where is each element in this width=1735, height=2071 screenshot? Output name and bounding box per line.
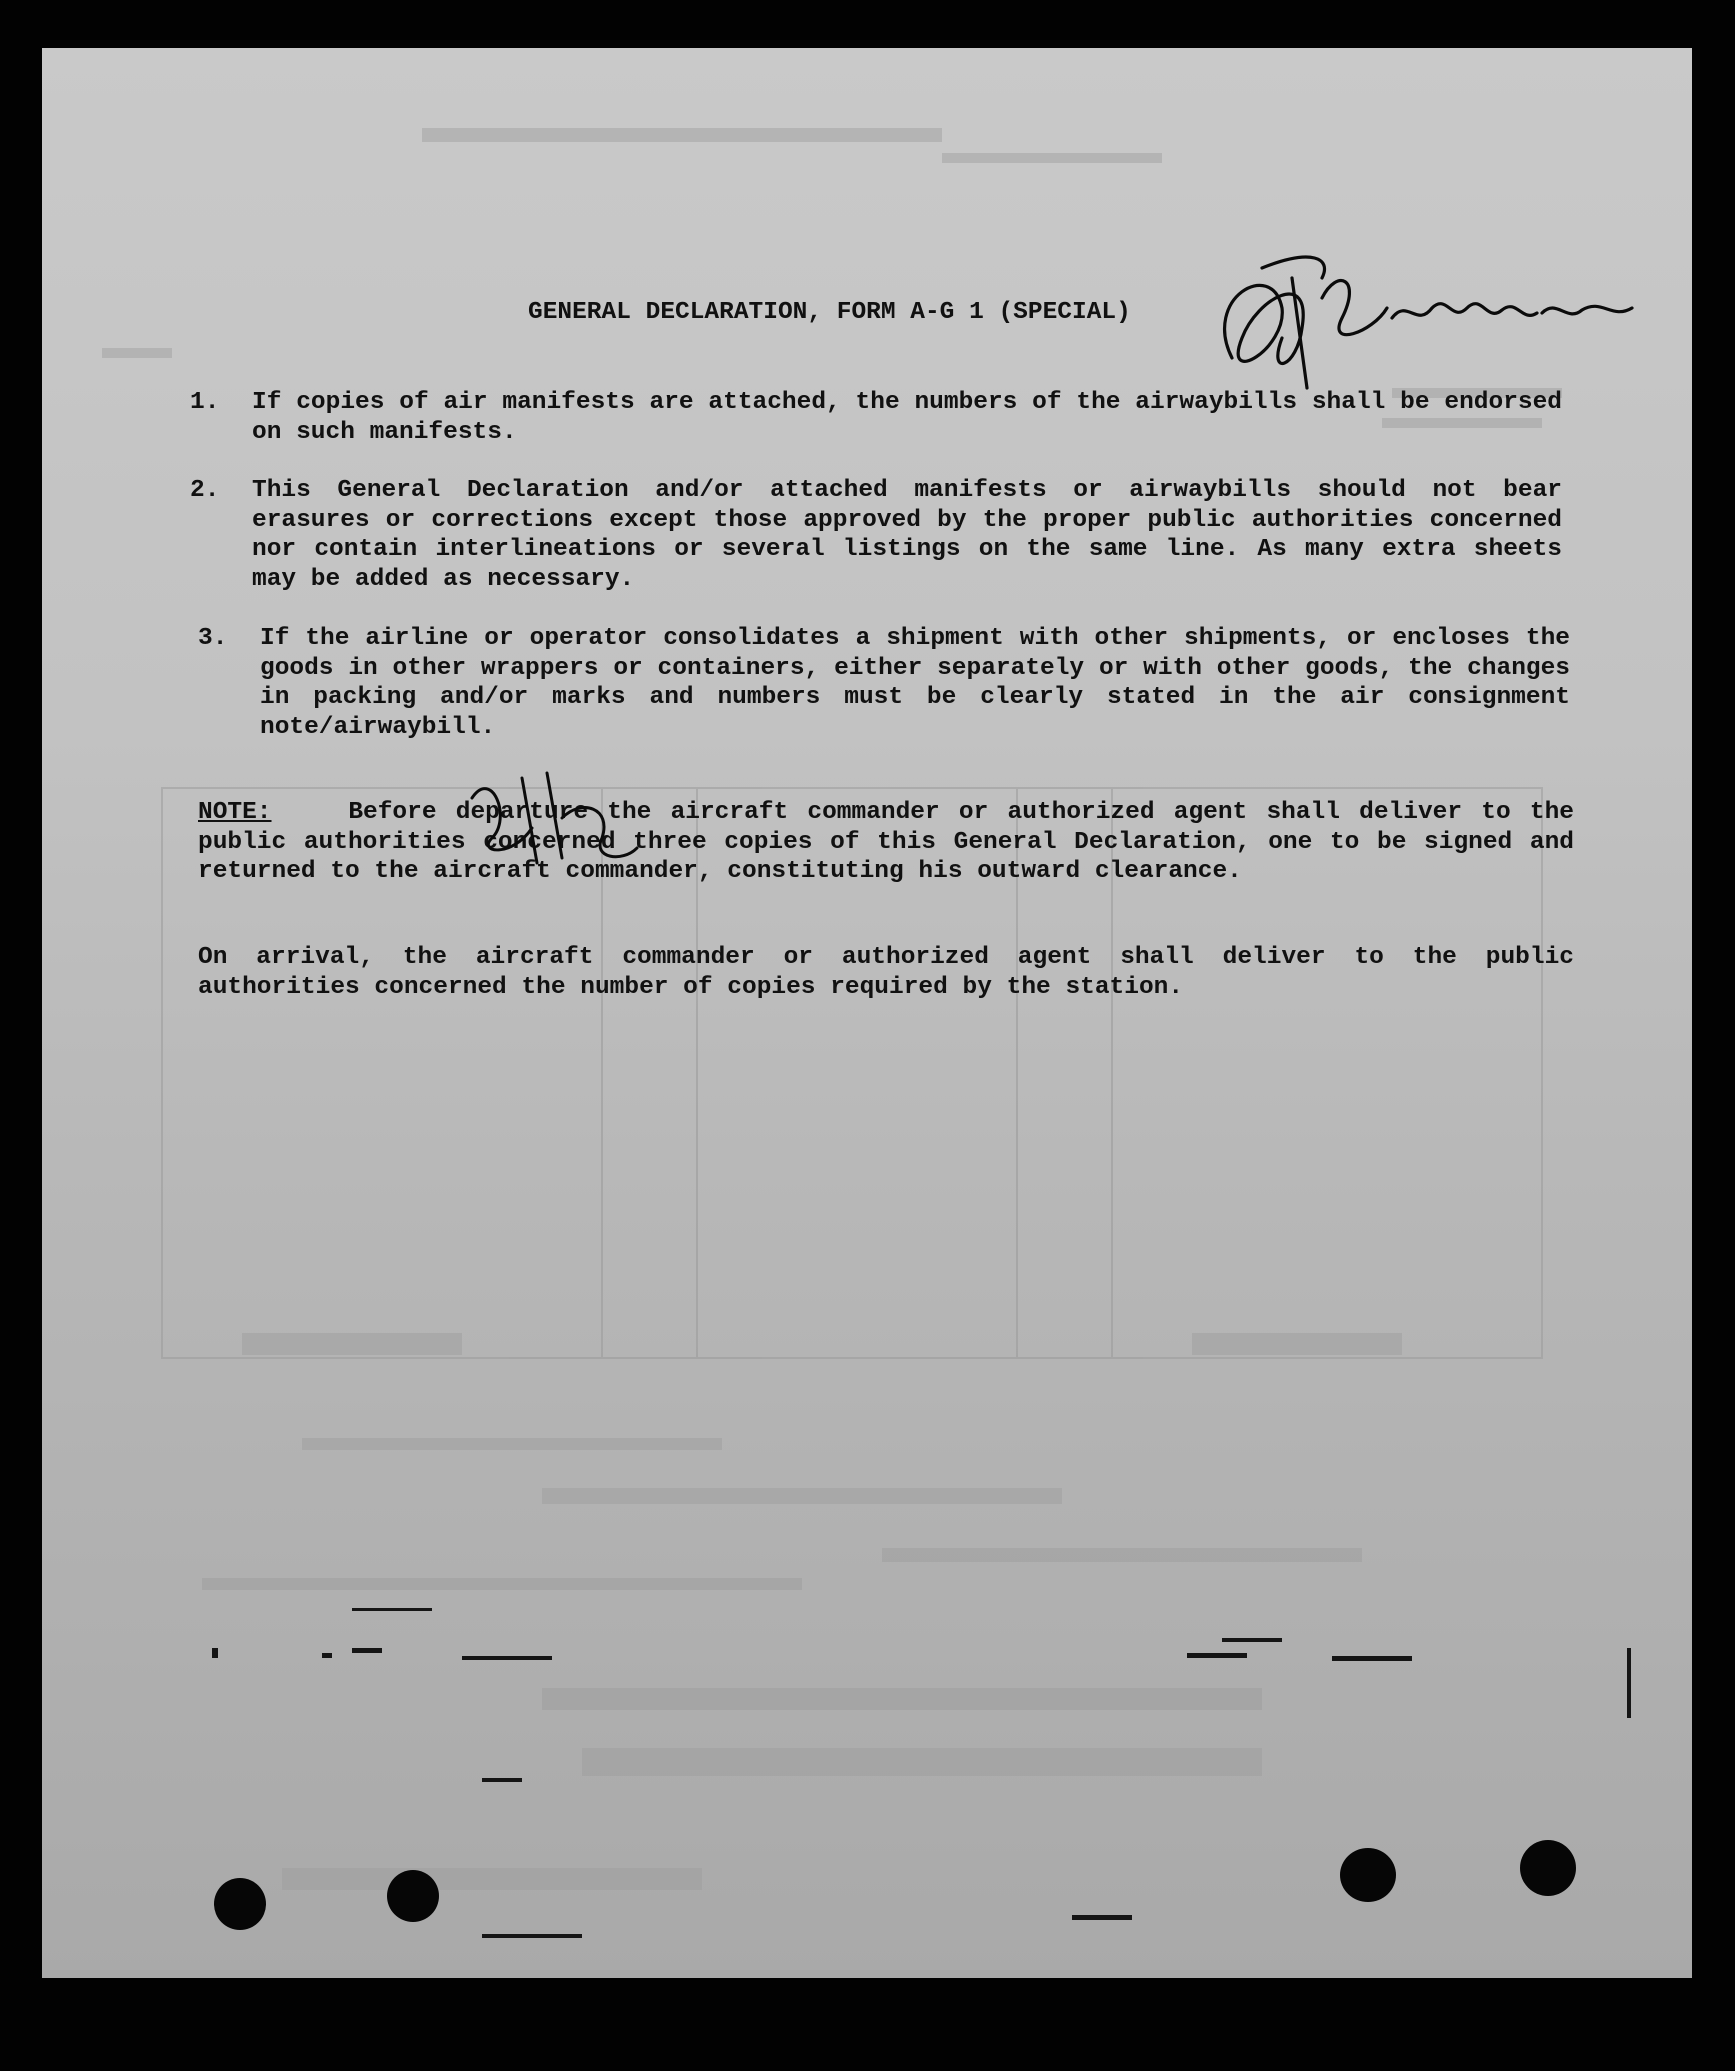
document-page — [42, 48, 1692, 1978]
bleed-through-lines — [42, 48, 1692, 1978]
form-title: GENERAL DECLARATION, FORM A-G 1 (SPECIAL) — [528, 299, 1131, 326]
note-paragraph — [198, 798, 1574, 887]
instruction-3-number: 3. — [198, 625, 228, 652]
punch-hole — [1340, 1848, 1396, 1902]
note-label: NOTE: — [198, 799, 272, 826]
arrival-paragraph: On arrival, the aircraft commander or authorized agent shall deliver to the public authorities concerned the number of copies required by the station. — [198, 944, 1574, 1001]
instruction-1-number: 1. — [190, 389, 220, 416]
punch-hole — [1520, 1840, 1576, 1896]
instruction-2-text: This General Declaration and/or attached manifests or airwaybills should not bear erasures or corrections except those approved by the proper public authorities concerned nor contain interlineations or several listings on the same line. As many extra sheets may be added as necessary. — [252, 477, 1562, 593]
punch-hole — [214, 1878, 266, 1930]
punch-hole — [387, 1870, 439, 1922]
instruction-1-text: If copies of air manifests are attached, the numbers of the airwaybills shall be endorsed on such manifests. — [252, 389, 1562, 446]
note-text: Before departure the aircraft commander or authorized agent shall deliver to the public authorities concerned three copies of this General Declaration, one to be signed and returned to the aircraft commander, constituting his outward clearance. — [198, 799, 1574, 885]
handwritten-signature — [1162, 238, 1682, 408]
instruction-2-number: 2. — [190, 477, 220, 504]
instruction-3-text: If the airline or operator consolidates a shipment with other shipments, or encloses the goods in other wrappers or containers, either separately or with other goods, the changes in packing and/or marks and numbers must be clearly stated in the air consignment note/airwaybill. — [260, 625, 1570, 741]
